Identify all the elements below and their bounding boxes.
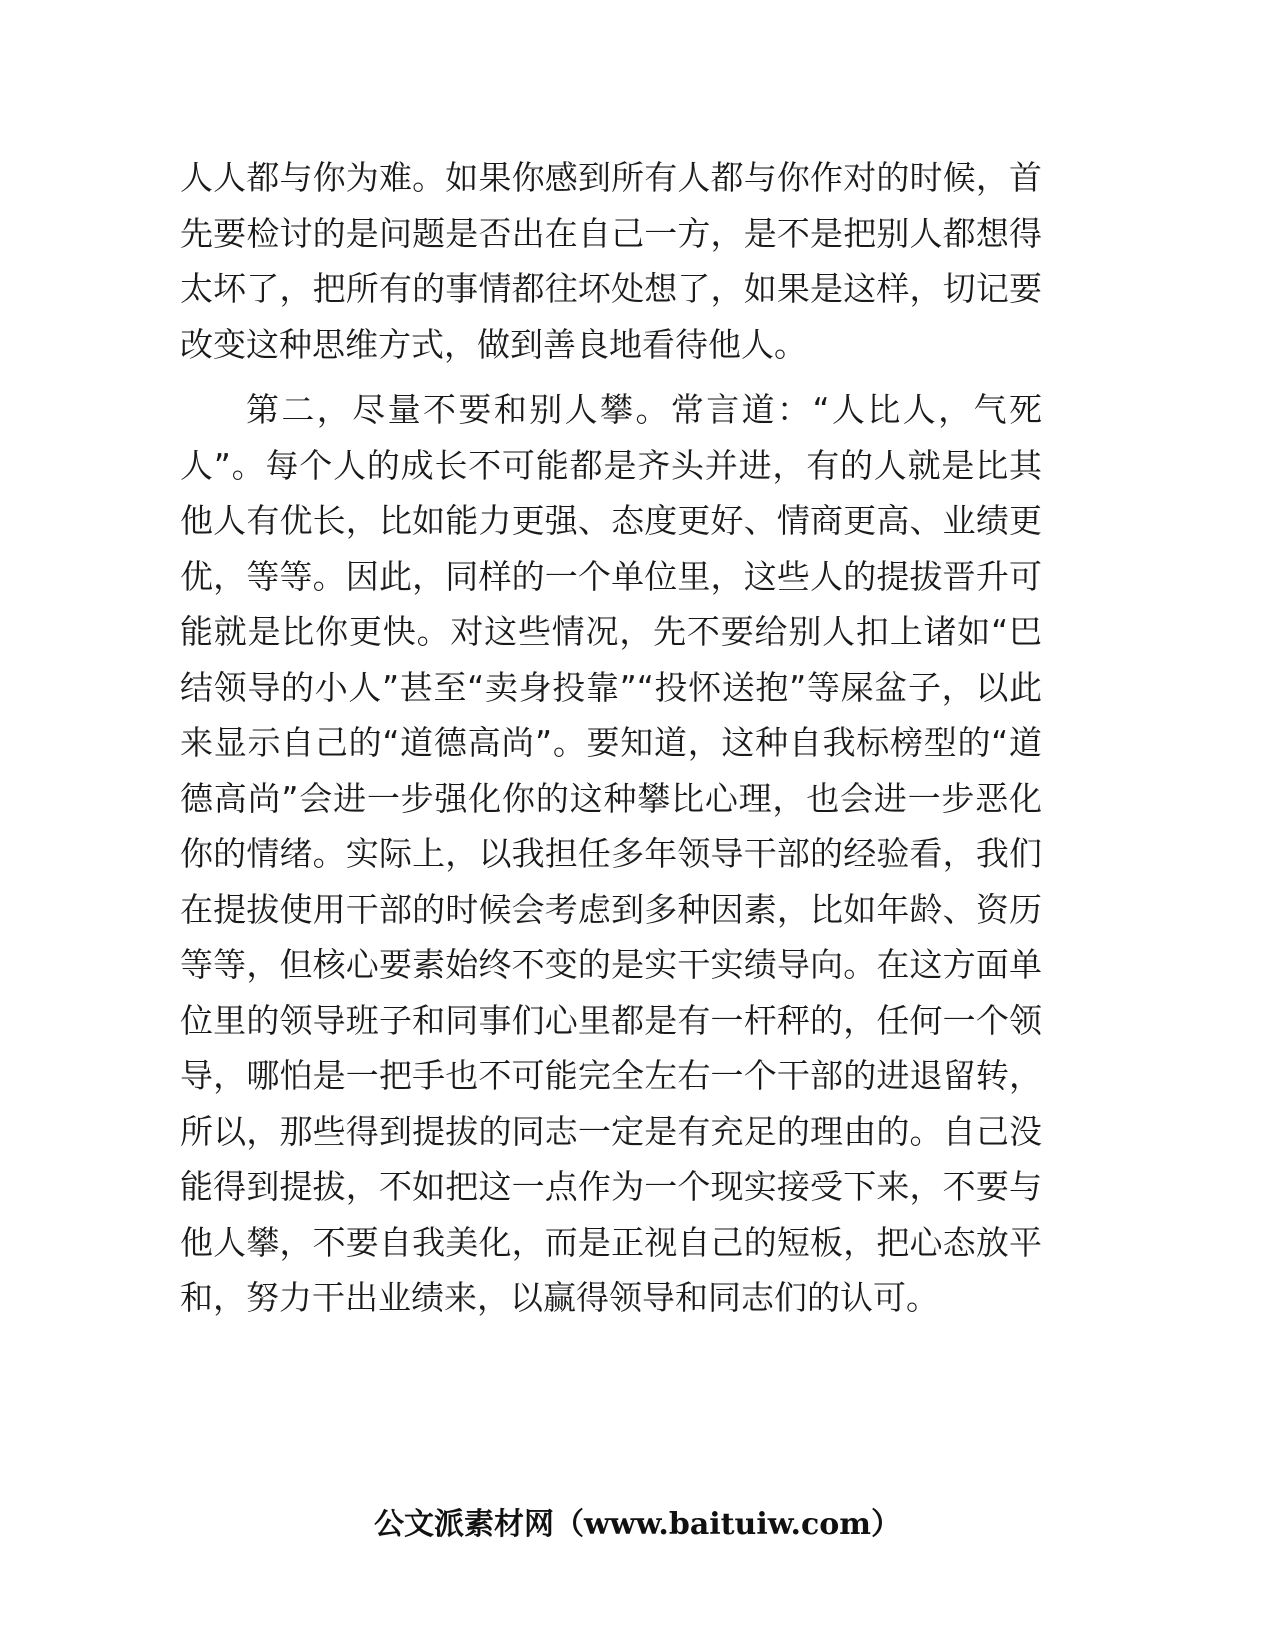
paragraph-continuation: 人人都与你为难。如果你感到所有人都与你作对的时候，首先要检讨的是问题是否出在自己一方，是不是把别人都想得太坏了，把所有的事情都往坏处想了，如果是这样，切记要改变这种思维方式，做到善良地看待他人。 [180,158,1042,364]
paragraph-second-point: 第二，尽量不要和别人攀。常言道：“人比人，气死人”。每个人的成长不可能都是齐头并进，有的人就是比其他人有优长，比如能力更强、态度更好、情商更高、业绩更优，等等。因此，同样的一个单位里，这些人的提拔晋升可能就是比你更快。对这些情况，先不要给别人扣上诸如“巴结领导的小人”甚至“卖身投靠”“投怀送抱”等屎盆子，以此来显示自己的“道德高尚”。要知道，这种自我标榜型的“道德高尚”会进一步强化你的这种攀比心理，也会进一步恶化你的情绪。实际上，以我担任多年领导干部的经验看，我们在提拔使用干部的时候会考虑到多种因素，比如年龄、资历等等，但核心要素始终不变的是实干实绩导向。在这方面单位里的领导班子和同事们心里都是有一杆秤的，任何一个领导，哪怕是一把手也不可能完全左右一个干部的进退留转，所以，那些得到提拔的同志一定是有充足的理由的。自己没能得到提拔，不如把这一点作为一个现实接受下来，不要与他人攀，不要自我美化，而是正视自己的短板，把心态放平和，努力干出业绩来，以赢得领导和同志们的认可。 [180,390,1042,1317]
document-body [180,150,1042,1326]
source-footer: 公文派素材网（www.baituiw.com） [373,1507,902,1542]
